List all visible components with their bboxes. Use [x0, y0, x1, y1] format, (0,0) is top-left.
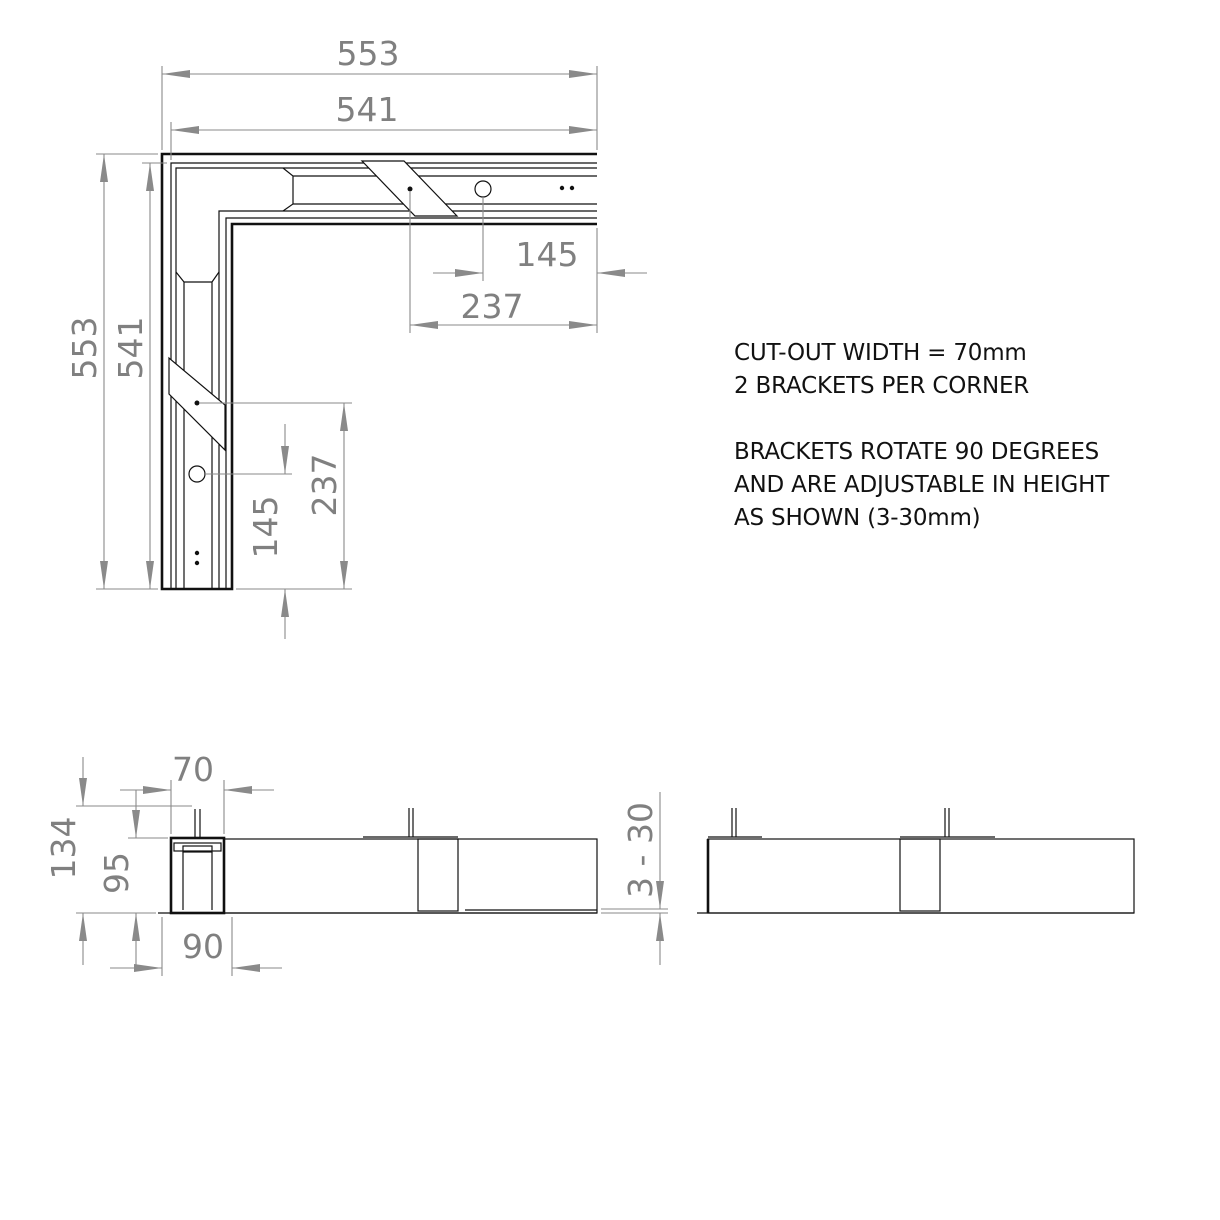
dim-inner-width-label: 541 [335, 90, 399, 129]
dim-bracket-adjust [601, 792, 668, 965]
note-range: AS SHOWN (3-30mm) [734, 505, 981, 531]
profile-inner-line-d [176, 168, 597, 589]
notes-block [734, 337, 1204, 535]
top-bracket-pin [408, 187, 413, 192]
note-rotate: BRACKETS ROTATE 90 DEGREES [734, 439, 1100, 465]
left-bracket-pin [195, 401, 200, 406]
note-spacer [734, 403, 1204, 436]
profile-section [171, 838, 224, 913]
dim-total-height-label: 134 [44, 816, 83, 880]
dim-inner-height-label: 541 [111, 316, 150, 380]
plan-view [162, 154, 597, 589]
dim-bracket-offset-h-label: 237 [460, 287, 524, 326]
left-arm-dot-2 [195, 561, 199, 565]
dim-overall-height-label: 553 [65, 316, 104, 380]
top-arm-hole [475, 181, 491, 197]
left-arm-hole [189, 466, 205, 482]
dim-inner-height [111, 163, 167, 589]
dim-overall-width-label: 553 [336, 34, 400, 73]
dim-inner-width [171, 90, 597, 160]
section-view-right [697, 808, 1134, 913]
profile-outer-outline [162, 154, 597, 589]
dim-cutout-width [120, 750, 274, 834]
top-arm-dot-2 [570, 186, 574, 190]
dim-bracket-adjust-label: 3 - 30 [621, 802, 660, 898]
section-dimensions [44, 750, 668, 976]
note-adjustable: AND ARE ADJUSTABLE IN HEIGHT [734, 472, 1110, 498]
left-arm-dot-1 [195, 551, 199, 555]
top-arm-dot-1 [560, 186, 564, 190]
note-cutout-width: CUT-OUT WIDTH = 70mm [734, 340, 1027, 366]
note-brackets-per-corner: 2 BRACKETS PER CORNER [734, 373, 1030, 399]
section-arm-right [708, 839, 1134, 913]
profile-inner-line-a [171, 163, 597, 589]
dim-body-height [97, 790, 168, 965]
section-bracket-block-right [900, 839, 940, 911]
profile-inner-box [174, 843, 221, 851]
dim-cutout-width-label: 70 [172, 750, 214, 789]
plan-dimensions [65, 34, 647, 639]
dim-bracket-offset-v-label: 237 [305, 453, 344, 517]
dim-body-width-label: 90 [182, 927, 224, 966]
dim-body-height-label: 95 [97, 852, 136, 894]
dim-hole-offset-h-label: 145 [515, 235, 579, 274]
section-arm [224, 839, 597, 913]
dim-hole-offset-v-label: 145 [246, 495, 285, 559]
section-bracket-block [418, 839, 458, 911]
